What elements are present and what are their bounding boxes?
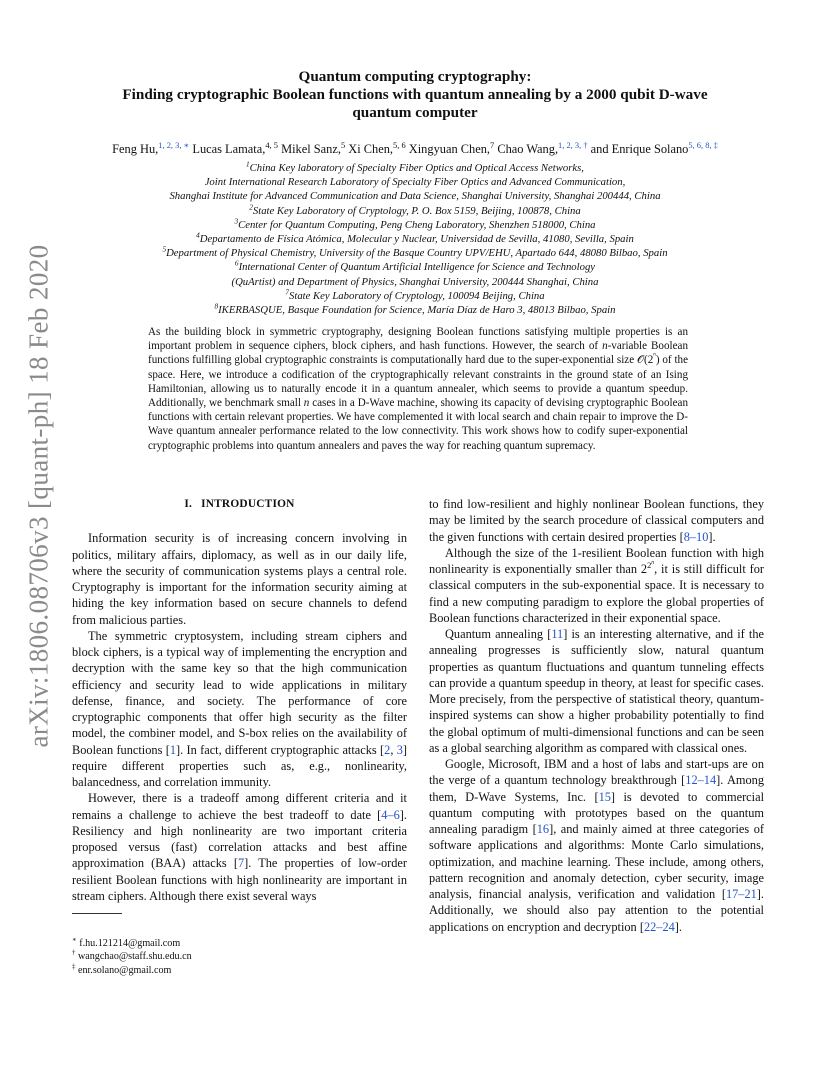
- author: Xingyuan Chen,$^7$: [408, 139, 495, 156]
- math-n: n: [602, 340, 608, 353]
- arxiv-stamp-text: arXiv:1806.08706v3 [quant-ph] 18 Feb 2020: [23, 244, 54, 748]
- email-link[interactable]: enr.solano@gmail.com: [77, 964, 172, 976]
- author: Mikel Sanz,$^5$: [281, 139, 346, 156]
- citation-link[interactable]: 11: [551, 627, 564, 641]
- affiliation: $^3$Center for Quantum Computing, Peng Cheng Laboratory, Shenzhen 518000, China: [234, 217, 596, 231]
- affiliation: (QuArtist) and Department of Physics, Shanghai University, 200444 Shanghai, China: [231, 275, 599, 288]
- author-list: [60, 141, 770, 157]
- left-column: [72, 496, 407, 904]
- title-line-3: quantum computer: [352, 104, 478, 121]
- author: Feng Hu,$^{1, 2, 3, ∗}$: [112, 139, 190, 156]
- author: Lucas Lamata,$^{4, 5}$: [192, 139, 278, 156]
- email-link[interactable]: wangchao@staff.shu.edu.cn: [77, 951, 192, 963]
- paragraph: Google, Microsoft, IBM and a host of labs and start-ups are on the verge of a quantum technology breakthrough [12–14]. Among them, D-Wave Systems, Inc. [15] is devoted to commercial quantum computing with prototypes based on the quantum annealing paradigm [16], and mainly aimed at three categories of software applications and algorithms: Monte Carlo simulations, optimization, and machine learning. These include, among others, pattern recognition and anomaly detection, cyber security, image analysis, financial analysis, verification and validation [17–21]. Additionally, we should also pay attention to the potential applications on encryption and decryption [22–24].: [429, 757, 764, 934]
- author: Chao Wang,$^{1, 2, 3, \dagger}$: [497, 139, 588, 156]
- footnote: † wangchao@staff.shu.edu.cn: [72, 950, 192, 963]
- affiliation: $^4$Departamento de Física Atómica, Molecular y Nuclear, Universidad de Sevilla, 41080, Sevilla, Spain: [196, 231, 634, 246]
- paragraph: The symmetric cryptosystem, including stream ciphers and block ciphers, is a typical way of implementing the encryption and decryption with the same key so that the high communication efficiency and security lead to wide applications in military defense, finance, and society. The performance of core cryptographic components that offer high security as the filter model, the combiner model, and S-box relies on the availability of Boolean functions [1]. In fact, different cryptographic attacks [2, 3] require different properties such as, e.g., nonlinearity, balancedness, and correlation immunity.: [72, 628, 408, 789]
- author: Xi Chen,$^{5, 6}$: [348, 139, 406, 156]
- affiliation: $^1$China Key laboratory of Specialty Fiber Optics and Optical Access Networks,: [246, 160, 584, 174]
- footnotes: [72, 937, 372, 977]
- affiliation: $^7$State Key Laboratory of Cryptology, 100094 Beijing, China: [285, 288, 545, 302]
- paragraph: Information security is of increasing concern involving in politics, military affairs, diplomacy, as well as in our daily life, where the security of communication systems plays a central role. Cryptography is important for the information security aiming at hiding the key information based on secure channels to defend from malicious parties.: [72, 531, 407, 627]
- paragraph: to find low-resilient and highly nonlinear Boolean functions, they may be limited by the search procedure of classical computers and the given functions with certain desired properties [8–10].: [429, 497, 764, 544]
- affiliation: Shanghai Institute for Advanced Communication and Data Science, Shanghai University, Shanghai 200444, China: [169, 190, 661, 203]
- affiliation: Joint International Research Laboratory of Specialty Fiber Optics and Advanced Communication,: [204, 176, 626, 189]
- section-heading: I. INTRODUCTION: [184, 498, 295, 510]
- title-line-2: Finding cryptographic Boolean functions with quantum annealing by a 2000 qubit D-wave: [122, 86, 708, 103]
- title-line-1: Quantum computing cryptography:: [298, 68, 532, 85]
- citation-link[interactable]: 3: [396, 742, 403, 757]
- paragraph: Although the size of the 1-resilient Boolean function with high nonlinearity is exponentially smaller than $2^{2^n}$, it is still difficult for classical computers in the sub-exponential space. It is necessary to find a new computing paradigm to explore the global properties of Boolean functions characterized in their exponential space.: [429, 545, 765, 625]
- author: and Enrique Solano$^{5, 6, 8, \ddagger}$: [590, 139, 718, 156]
- citation-link[interactable]: 15: [598, 789, 611, 804]
- affiliation: $^2$State Key Laboratory of Cryptology, P. O. Box 5159, Beijing, 100878, China: [249, 203, 581, 217]
- citation-link[interactable]: 16: [536, 822, 550, 836]
- affiliation: $^8$IKERBASQUE, Basque Foundation for Science, María Díaz de Haro 3, 48013 Bilbao, Spain: [214, 302, 616, 317]
- affiliation: $^6$International Center of Quantum Artificial Intelligence for Science and Technology: [234, 259, 596, 274]
- affiliation: $^5$Department of Physical Chemistry, University of the Basque Country UPV/EHU, Apartado 644, 48080 Bilbao, Spain: [162, 245, 668, 260]
- footnote: ∗ f.hu.121214@gmail.com: [72, 936, 181, 949]
- abstract: As the building block in symmetric cryptography, designing Boolean functions satisfying multiple properties is an important problem in sequence ciphers, block ciphers, and hash functions. However, the search of n-variable Boolean functions fulfilling global cryptographic constraints is computationally hard due to the super-exponential size 𝒪(2$^{^n}$) of the space. Here, we introduce a codification of the cryptographically relevant constraints in the ground state of an Ising Hamiltonian, allowing us to naturally encode it in a quantum annealer, which seems to provide a quantum speedup. Additionally, we benchmark small n cases in a D-Wave machine, showing its capacity of devising cryptographic Boolean functions with certain relevant properties. We have complemented it with local search and chain repair to improve the D-Wave quantum annealer performance related to the low connectivity. This work shows how to codify super-exponential cryptographic problems into quantum annealers and paves the way for reaching quantum supremacy.: [148, 326, 688, 452]
- right-column: [429, 496, 764, 935]
- citation-link[interactable]: 2: [384, 742, 391, 757]
- math-2-pow-2-pow-n: $2^{2^n}$: [640, 560, 655, 576]
- citation-link[interactable]: 22–24: [643, 919, 675, 934]
- citation-link[interactable]: 4–6: [381, 807, 400, 822]
- citation-link[interactable]: 7: [237, 856, 245, 871]
- math-complexity: 𝒪(2$^{^n}$): [637, 351, 660, 367]
- paragraph: Quantum annealing [11] is an interesting alternative, and if the annealing progresses is sufficiently slow, natural quantum properties as quantum fluctuations and quantum tunneling effects can provide a quantum speedup in theory, at least for specific cases. More precisely, from the perspective of statistical theory, quantum-inspired systems can show a higher probability potentially to find the global optimum of multi-dimensional functions and can be seen as a global searching algorithm as compared with classical ones.: [429, 627, 764, 755]
- citation-link[interactable]: 17–21: [725, 887, 757, 901]
- arxiv-identifier-stamp: [4, 244, 74, 748]
- footnote-divider: [72, 913, 122, 914]
- paper-title: [90, 68, 740, 122]
- citation-link[interactable]: 1: [169, 742, 176, 757]
- footnote: ‡ enr.solano@gmail.com: [72, 963, 172, 976]
- paragraph: However, there is a tradeoff among different criteria and it remains a challenge to achieve the best tradeoff to date [4–6]. Resiliency and high nonlinearity are two important criteria proposed versus (fast) correlation attacks and best affine approximation (BAA) attacks [7]. The properties of low-order resilient Boolean functions with high nonlinearity are important in stream ciphers. Although there exist several ways: [72, 791, 407, 903]
- citation-link[interactable]: 12–14: [685, 773, 717, 788]
- math-n: n: [303, 397, 310, 410]
- affiliation-list: [80, 161, 750, 317]
- citation-link[interactable]: 8–10: [683, 529, 709, 544]
- email-link[interactable]: f.hu.121214@gmail.com: [79, 938, 181, 949]
